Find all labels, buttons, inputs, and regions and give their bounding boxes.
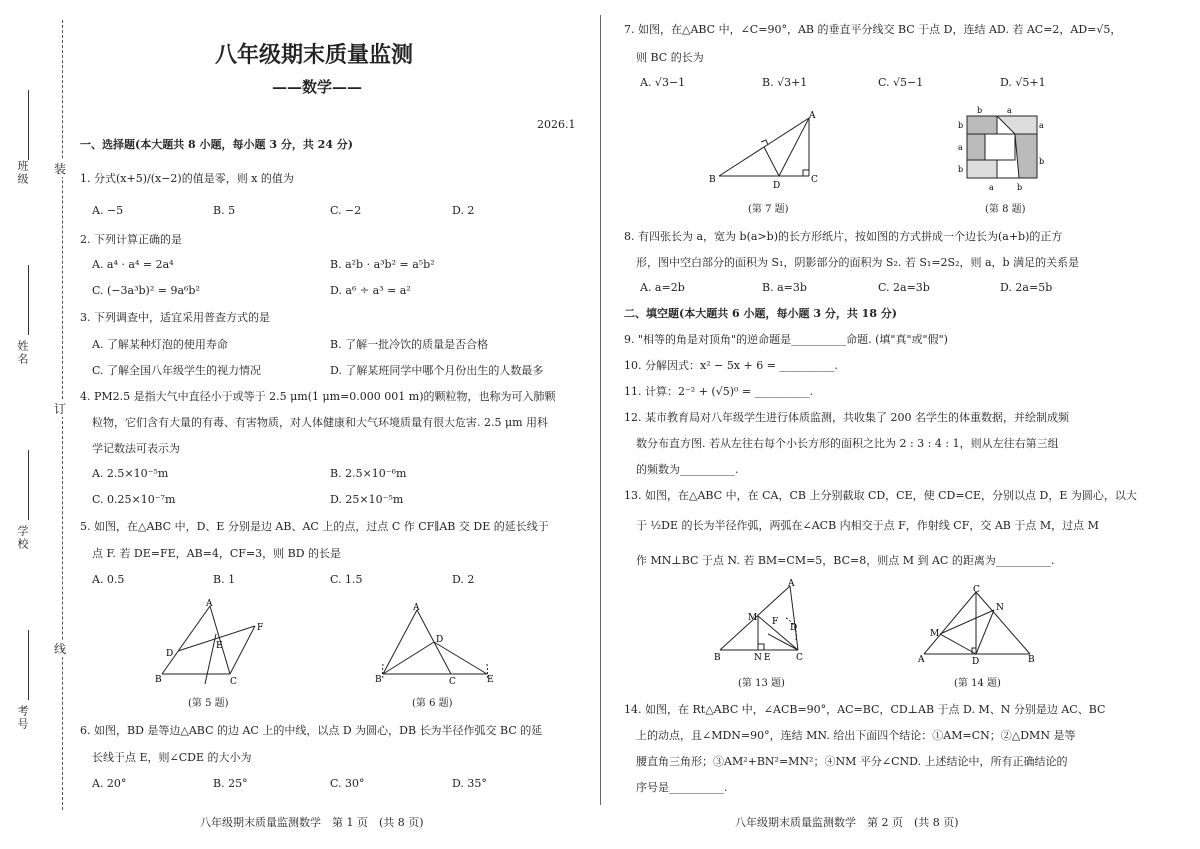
q7-line2: 则 BC 的长为 [636,51,704,64]
q2-option-a: A. a⁴ · a⁴ = 2a⁴ [92,258,174,271]
bind-char-xian: 线 [54,642,67,656]
q4-option-b: B. 2.5×10⁻⁶m [330,467,407,480]
q6-line2: 长线于点 E，则∠CDE 的大小为 [92,751,252,764]
page2-footer: 八年级期末质量监测数学 第 2 页 (共 8 页) [735,816,959,829]
svg-text:D: D [166,649,174,659]
q2-text: 2. 下列计算正确的是 [80,233,182,246]
svg-text:C: C [230,677,237,687]
q14-line2: 上的动点，且∠MDN=90°，连结 MN. 给出下面四个结论：①AM=CN；②△DMN 是等 [636,729,1076,742]
svg-text:N: N [996,603,1004,613]
q5-option-b: B. 1 [213,573,236,586]
section1-heading: 一、选择题(本大题共 8 小题，每小题 3 分，共 24 分) [80,138,354,151]
q1-option-a: A. −5 [92,204,124,217]
q14-line4: 序号是__________. [636,781,728,794]
svg-text:A: A [413,603,420,613]
q8-line2: 形，图中空白部分的面积为 S₁，阴影部分的面积为 S₂. 若 S₁=2S₂，则 a，b 满足的关系是 [636,256,1080,269]
bind-char-ding: 订 [54,402,67,416]
q8-option-d: D. 2a=5b [1000,281,1053,294]
name-line [28,265,29,335]
school-line [28,450,29,520]
svg-text:B: B [155,675,162,685]
q7-option-c: C. √5−1 [878,76,924,89]
q13-line1: 13. 如图，在△ABC 中，在 CA，CB 上分别截取 CD，CE，使 CD=CE，分别以点 D，E 为圆心，以大 [624,489,1137,502]
svg-text:M: M [930,629,940,639]
svg-text:b: b [1017,183,1023,192]
q3-option-a: A. 了解某种灯泡的使用寿命 [92,338,228,351]
q4-line3: 学记数法可表示为 [92,442,180,455]
svg-text:a: a [1007,106,1012,115]
name-label: 姓名 [16,340,29,366]
figure-14 [918,582,1038,666]
q4-line1: 4. PM2.5 是指大气中直径小于或等于 2.5 μm(1 μm=0.000 001 m)的颗粒物，也称为可入肺颗 [80,390,556,403]
q3-option-c: C. 了解全国八年级学生的视力情况 [92,364,262,377]
svg-text:B: B [1028,655,1035,665]
svg-text:A: A [918,655,925,665]
svg-text:M: M [748,613,758,623]
q6-option-c: C. 30° [330,777,365,790]
figure-5 [150,596,280,688]
figure-8 [955,104,1055,196]
figure-13 [712,578,812,666]
svg-text:a: a [1039,121,1044,130]
q6-option-a: A. 20° [92,777,127,790]
q8-option-c: C. 2a=3b [878,281,930,294]
svg-text:D: D [972,657,980,666]
svg-text:a: a [958,143,963,152]
q6-line1: 6. 如图，BD 是等边△ABC 的边 AC 上的中线，以点 D 为圆心，DB 长为半径作弧交 BC 的延 [80,724,543,737]
svg-text:b: b [958,165,964,174]
svg-text:A: A [788,579,795,589]
svg-text:b: b [958,121,964,130]
svg-text:C: C [796,653,803,663]
q2-option-d: D. a⁶ ÷ a³ = a² [330,284,411,297]
page-title: 八年级期末质量监测 [215,42,414,68]
svg-text:D: D [436,635,444,645]
class-line [28,90,29,160]
svg-text:a: a [989,183,994,192]
q5-option-a: A. 0.5 [92,573,125,586]
q14-line1: 14. 如图，在 Rt△ABC 中，∠ACB=90°，AC=BC，CD⊥AB 于点 D. M、N 分别是边 AC、BC [624,703,1106,716]
q3-option-d: D. 了解某班同学中哪个月份出生的人数最多 [330,364,544,377]
q6-option-b: B. 25° [213,777,248,790]
svg-text:N: N [754,653,762,663]
svg-text:E: E [216,641,223,651]
q8-option-a: A. a=2b [640,281,685,294]
q5-line1: 5. 如图，在△ABC 中，D、E 分别是边 AB、AC 上的点，过点 C 作 CF∥AB 交 DE 的延长线于 [80,520,549,533]
svg-text:E: E [487,675,494,685]
q4-option-a: A. 2.5×10⁻⁵m [92,467,169,480]
figure-6 [375,602,500,688]
section2-heading: 二、填空题(本大题共 6 小题，每小题 3 分，共 18 分) [624,307,898,320]
page1-footer: 八年级期末质量监测数学 第 1 页 (共 8 页) [200,816,424,829]
svg-text:C: C [811,175,818,185]
q4-line2: 粒物，它们含有大量的有毒、有害物质，对人体健康和大气环境质量有很大危害. 2.5 μm 用科 [92,416,549,429]
svg-text:D: D [790,623,798,633]
figure-7-caption: (第 7 题) [748,204,789,215]
svg-text:C: C [973,585,980,595]
page-divider [600,15,601,805]
school-label: 学校 [16,525,29,551]
q9-text: 9. "相等的角是对顶角"的逆命题是__________命题. (填"真"或"假") [624,333,948,346]
q5-option-d: D. 2 [452,573,475,586]
q13-line3: 作 MN⊥BC 于点 N. 若 BM=CM=5，BC=8，则点 M 到 AC 的距离为__________. [636,554,1055,567]
svg-text:A: A [809,111,816,121]
svg-text:F: F [772,617,779,627]
q5-line2: 点 F. 若 DE=FE，AB=4，CF=3，则 BD 的长是 [92,547,342,560]
exam-date: 2026.1 [537,118,576,131]
figure-7 [705,110,830,190]
q8-line1: 8. 有四张长为 a，宽为 b(a>b)的长方形纸片，按如图的方式拼成一个边长为(a+b)的正方 [624,230,1063,243]
q6-option-d: D. 35° [452,777,487,790]
q7-option-d: D. √5+1 [1000,76,1046,89]
q13-line2: 于 ½DE 的长为半径作弧，两弧在∠ACB 内相交于点 F，作射线 CF，交 AB 于点 M，过点 M [636,519,1099,532]
class-label: 班级 [16,160,29,186]
id-label: 考号 [16,705,29,731]
q7-option-a: A. √3−1 [640,76,686,89]
q4-option-d: D. 25×10⁻⁵m [330,493,404,506]
q2-option-c: C. (−3a³b)² = 9a⁶b² [92,284,200,297]
svg-text:b: b [1039,157,1045,166]
q7-line1: 7. 如图，在△ABC 中，∠C=90°，AB 的垂直平分线交 BC 于点 D，连结 AD. 若 AC=2，AD=√5， [624,23,1122,36]
q3-text: 3. 下列调查中，适宜采用普查方式的是 [80,311,270,324]
q1-option-b: B. 5 [213,204,236,217]
svg-text:A: A [206,599,213,609]
figure-13-caption: (第 13 题) [738,678,785,689]
q8-option-b: B. a=3b [762,281,807,294]
q10-text: 10. 分解因式：x² − 5x + 6 = __________. [624,359,838,372]
q1-text: 1. 分式(x+5)/(x−2)的值是零，则 x 的值为 [80,172,294,185]
svg-text:B: B [709,175,716,185]
svg-text:B: B [714,653,721,663]
q7-option-b: B. √3+1 [762,76,808,89]
q1-option-d: D. 2 [452,204,475,217]
svg-text:C: C [449,677,456,687]
q3-option-b: B. 了解一批冷饮的质量是否合格 [330,338,489,351]
q14-line3: 腰直角三角形；③AM²+BN²=MN²；④NM 平分∠CND. 上述结论中，所有正确结论的 [636,755,1068,768]
svg-text:E: E [764,653,771,663]
figure-5-caption: (第 5 题) [188,698,229,709]
q12-line3: 的频数为__________. [636,463,739,476]
q12-line2: 数分布直方图. 若从左往右每个小长方形的面积之比为 2 : 3 : 4 : 1，则从左往右第三组 [636,437,1059,450]
q12-line1: 12. 某市教育局对八年级学生进行体质监测，共收集了 200 名学生的体重数据，并绘制成频 [624,411,1069,424]
bind-char-zhuang: 装 [54,162,67,176]
q4-option-c: C. 0.25×10⁻⁷m [92,493,176,506]
svg-text:B: B [375,675,382,685]
q11-text: 11. 计算：2⁻² + (√5)⁰ = __________. [624,385,814,398]
figure-14-caption: (第 14 题) [954,678,1001,689]
svg-text:b: b [977,106,983,115]
q1-option-c: C. −2 [330,204,362,217]
svg-text:D: D [773,181,781,190]
q2-option-b: B. a²b · a³b² = a⁵b² [330,258,435,271]
figure-8-caption: (第 8 题) [985,204,1026,215]
figure-6-caption: (第 6 题) [412,698,453,709]
svg-text:F: F [257,623,264,633]
q5-option-c: C. 1.5 [330,573,363,586]
id-line [28,630,29,700]
page-subtitle: ——数学—— [272,78,363,96]
